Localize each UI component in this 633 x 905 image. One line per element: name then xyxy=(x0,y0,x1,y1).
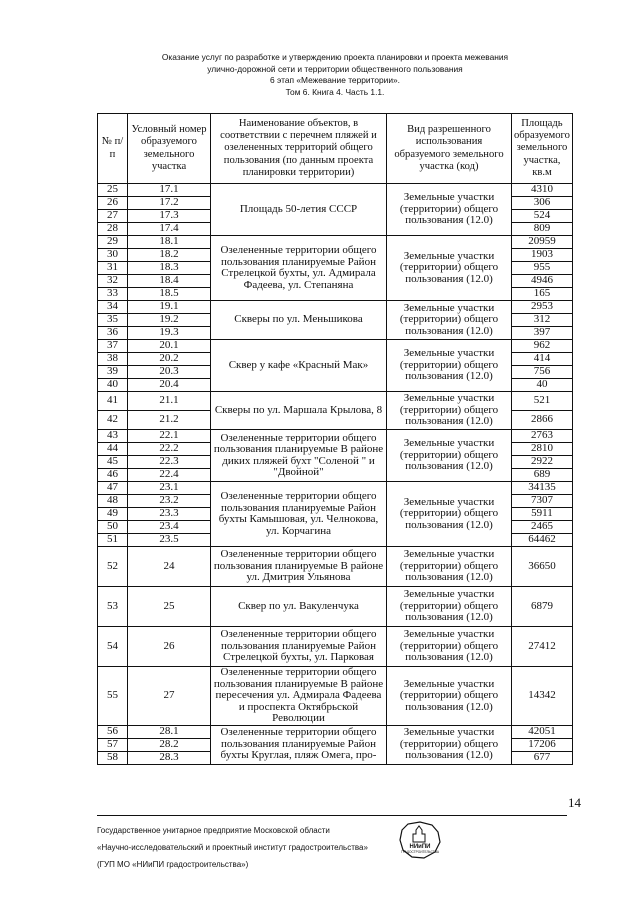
row-number: 57 xyxy=(98,738,128,751)
table-row xyxy=(98,184,573,197)
plot-id: 22.4 xyxy=(128,469,211,482)
table-row xyxy=(98,340,573,353)
plot-id: 19.1 xyxy=(128,301,211,314)
plot-id: 17.1 xyxy=(128,184,211,197)
header-line-2: улично-дорожной сети и территории общественного пользования xyxy=(207,63,463,74)
row-number: 42 xyxy=(98,411,128,430)
plot-id: 23.1 xyxy=(128,482,211,495)
header-plot-id: Условный номер образуемого земельного участка xyxy=(128,114,211,184)
footer-line-1: Государственное унитарное предприятие Московской области xyxy=(97,826,330,835)
plot-area: 312 xyxy=(512,314,573,327)
plot-id: 21.1 xyxy=(128,392,211,411)
plot-id: 18.2 xyxy=(128,249,211,262)
row-number: 55 xyxy=(98,667,128,726)
table-header-row xyxy=(98,114,573,184)
footer-divider xyxy=(97,815,567,816)
row-number: 39 xyxy=(98,366,128,379)
permitted-use: Земельные участки (территории) общего пользования (12.0) xyxy=(387,667,512,726)
footer-line-3: (ГУП МО «НИиПИ градостроительства») xyxy=(97,860,249,869)
row-number: 56 xyxy=(98,725,128,738)
permitted-use: Земельные участки (территории) общего пользования (12.0) xyxy=(387,725,512,764)
permitted-use: Земельные участки (территории) общего пользования (12.0) xyxy=(387,587,512,627)
object-name: Сквер у кафе «Красный Мак» xyxy=(211,340,387,392)
row-number: 40 xyxy=(98,379,128,392)
plot-area: 809 xyxy=(512,223,573,236)
row-number: 44 xyxy=(98,443,128,456)
header-area: Площадь образуемого земельного участка, кв.м xyxy=(512,114,573,184)
row-number: 34 xyxy=(98,301,128,314)
object-name: Скверы по ул. Меньшикова xyxy=(211,301,387,340)
plot-area: 2953 xyxy=(512,301,573,314)
footer xyxy=(97,822,417,873)
plot-id: 26 xyxy=(128,627,211,667)
plot-area: 414 xyxy=(512,353,573,366)
plot-id: 19.2 xyxy=(128,314,211,327)
row-number: 43 xyxy=(98,430,128,443)
plot-area: 677 xyxy=(512,751,573,764)
plot-area: 306 xyxy=(512,197,573,210)
permitted-use: Земельные участки (территории) общего пользования (12.0) xyxy=(387,236,512,301)
table-row xyxy=(98,430,573,443)
table-row xyxy=(98,587,573,627)
object-name: Озелененные территории общего пользования планируемые В районе диких пляжей бухт "Соленой " и "Двойной" xyxy=(211,430,387,482)
plot-id: 21.2 xyxy=(128,411,211,430)
row-number: 26 xyxy=(98,197,128,210)
row-number: 48 xyxy=(98,495,128,508)
logo-text-2: ГРАДОСТРОИТЕЛЬСТВА xyxy=(401,850,439,854)
plot-area: 4946 xyxy=(512,275,573,288)
row-number: 30 xyxy=(98,249,128,262)
land-plots-table xyxy=(97,113,573,765)
header-line-3: 6 этап «Межевание территории». xyxy=(270,75,400,85)
page-number: 14 xyxy=(568,795,581,810)
row-number: 50 xyxy=(98,521,128,534)
plot-id: 25 xyxy=(128,587,211,627)
plot-area: 27412 xyxy=(512,627,573,667)
plot-area: 165 xyxy=(512,288,573,301)
plot-area: 17206 xyxy=(512,738,573,751)
footer-line-2: «Научно-исследовательский и проектный институт градостроительства» xyxy=(97,843,368,852)
plot-id: 20.1 xyxy=(128,340,211,353)
permitted-use: Земельные участки (территории) общего пользования (12.0) xyxy=(387,340,512,392)
plot-id: 18.3 xyxy=(128,262,211,275)
row-number: 36 xyxy=(98,327,128,340)
row-number: 28 xyxy=(98,223,128,236)
permitted-use: Земельные участки (территории) общего пользования (12.0) xyxy=(387,184,512,236)
row-number: 53 xyxy=(98,587,128,627)
plot-id: 23.3 xyxy=(128,508,211,521)
plot-area: 64462 xyxy=(512,534,573,547)
plot-id: 17.2 xyxy=(128,197,211,210)
plot-area: 2922 xyxy=(512,456,573,469)
row-number: 51 xyxy=(98,534,128,547)
row-number: 25 xyxy=(98,184,128,197)
row-number: 47 xyxy=(98,482,128,495)
plot-area: 14342 xyxy=(512,667,573,726)
object-name: Озелененные территории общего пользования планируемые Район бухты Круглая, пляж Омега, про- xyxy=(211,725,387,764)
plot-area: 42051 xyxy=(512,725,573,738)
plot-area: 20959 xyxy=(512,236,573,249)
plot-area: 689 xyxy=(512,469,573,482)
plot-area: 2763 xyxy=(512,430,573,443)
plot-area: 2810 xyxy=(512,443,573,456)
plot-area: 5911 xyxy=(512,508,573,521)
row-number: 29 xyxy=(98,236,128,249)
plot-area: 756 xyxy=(512,366,573,379)
object-name: Озелененные территории общего пользования планируемые Район Стрелецкой бухты, ул. Парковая xyxy=(211,627,387,667)
plot-id: 22.2 xyxy=(128,443,211,456)
plot-id: 19.3 xyxy=(128,327,211,340)
logo-text-1: НИиПИ xyxy=(409,844,431,850)
plot-area: 2465 xyxy=(512,521,573,534)
plot-id: 17.3 xyxy=(128,210,211,223)
plot-id: 28.3 xyxy=(128,751,211,764)
permitted-use: Земельные участки (территории) общего пользования (12.0) xyxy=(387,301,512,340)
plot-area: 955 xyxy=(512,262,573,275)
permitted-use: Земельные участки (территории) общего пользования (12.0) xyxy=(387,482,512,547)
plot-area: 1903 xyxy=(512,249,573,262)
header-line-4: Том 6. Книга 4. Часть 1.1. xyxy=(285,86,385,97)
plot-area: 6879 xyxy=(512,587,573,627)
plot-id: 18.1 xyxy=(128,236,211,249)
plot-id: 18.4 xyxy=(128,275,211,288)
row-number: 52 xyxy=(98,547,128,587)
plot-id: 17.4 xyxy=(128,223,211,236)
plot-id: 23.5 xyxy=(128,534,211,547)
object-name: Озелененные территории общего пользования планируемые Район бухты Камышовая, ул. Челнокова, ул. Корчагина xyxy=(211,482,387,547)
header-permitted-use: Вид разрешенного использования образуемого земельного участка (код) xyxy=(387,114,512,184)
header-object-name: Наименование объектов, в соответствии с перечнем пляжей и озелененных территорий общего пользования (по данным проекта планировки территории) xyxy=(211,114,387,184)
plot-id: 22.3 xyxy=(128,456,211,469)
permitted-use: Земельные участки (территории) общего пользования (12.0) xyxy=(387,392,512,430)
plot-area: 2866 xyxy=(512,411,573,430)
table-row xyxy=(98,482,573,495)
plot-id: 24 xyxy=(128,547,211,587)
row-number: 45 xyxy=(98,456,128,469)
institute-logo xyxy=(398,820,442,860)
plot-id: 20.2 xyxy=(128,353,211,366)
plot-area: 962 xyxy=(512,340,573,353)
plot-id: 23.4 xyxy=(128,521,211,534)
row-number: 27 xyxy=(98,210,128,223)
plot-area: 524 xyxy=(512,210,573,223)
table-row xyxy=(98,627,573,667)
header-num: № п/п xyxy=(98,114,128,184)
row-number: 49 xyxy=(98,508,128,521)
row-number: 41 xyxy=(98,392,128,411)
row-number: 33 xyxy=(98,288,128,301)
table-row xyxy=(98,392,573,411)
row-number: 58 xyxy=(98,751,128,764)
object-name: Площадь 50-летия СССР xyxy=(211,184,387,236)
plot-id: 22.1 xyxy=(128,430,211,443)
object-name: Скверы по ул. Маршала Крылова, 8 xyxy=(211,392,387,430)
plot-id: 28.2 xyxy=(128,738,211,751)
plot-area: 34135 xyxy=(512,482,573,495)
document-header xyxy=(120,52,550,98)
permitted-use: Земельные участки (территории) общего пользования (12.0) xyxy=(387,627,512,667)
object-name: Озелененные территории общего пользования планируемые В районе ул. Дмитрия Ульянова xyxy=(211,547,387,587)
row-number: 37 xyxy=(98,340,128,353)
plot-area: 40 xyxy=(512,379,573,392)
row-number: 32 xyxy=(98,275,128,288)
permitted-use: Земельные участки (территории) общего пользования (12.0) xyxy=(387,547,512,587)
plot-area: 4310 xyxy=(512,184,573,197)
row-number: 54 xyxy=(98,627,128,667)
object-name: Озелененные территории общего пользования планируемые В районе пересечения ул. Адмирала Фадеева и проспекта Октябрьской Революции xyxy=(211,667,387,726)
table-row xyxy=(98,236,573,249)
plot-id: 20.4 xyxy=(128,379,211,392)
table-row xyxy=(98,725,573,738)
object-name: Озелененные территории общего пользования планируемые Район Стрелецкой бухты, ул. Адмирала Фадеева, ул. Степаняна xyxy=(211,236,387,301)
plot-id: 20.3 xyxy=(128,366,211,379)
plot-id: 27 xyxy=(128,667,211,726)
header-line-1: Оказание услуг по разработке и утверждению проекта планировки и проекта межевания xyxy=(161,52,509,62)
table-row xyxy=(98,667,573,726)
table-row xyxy=(98,547,573,587)
row-number: 35 xyxy=(98,314,128,327)
plot-area: 7307 xyxy=(512,495,573,508)
row-number: 31 xyxy=(98,262,128,275)
plot-area: 36650 xyxy=(512,547,573,587)
table-row xyxy=(98,301,573,314)
plot-id: 28.1 xyxy=(128,725,211,738)
row-number: 46 xyxy=(98,469,128,482)
plot-area: 521 xyxy=(512,392,573,411)
row-number: 38 xyxy=(98,353,128,366)
permitted-use: Земельные участки (территории) общего пользования (12.0) xyxy=(387,430,512,482)
plot-id: 23.2 xyxy=(128,495,211,508)
object-name: Сквер по ул. Вакуленчука xyxy=(211,587,387,627)
plot-id: 18.5 xyxy=(128,288,211,301)
plot-area: 397 xyxy=(512,327,573,340)
